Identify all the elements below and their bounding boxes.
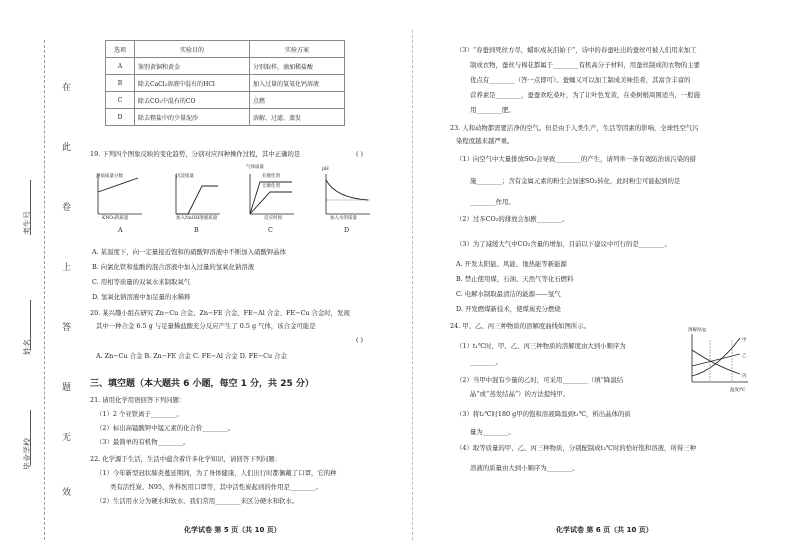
graph-note: 溶质质量分数 <box>96 174 123 179</box>
seal-char: 卷 <box>62 203 72 213</box>
fill-item: （2）当甲中混有少量的乙时，可采用________（填“降温结 <box>456 376 624 384</box>
question-23-line: 23. 人和动物都需要洁净的空气。但是由于人类生产，生活等因素的影响，全球性空气污 <box>450 124 699 132</box>
fill-item: （3）为了减缓大气中CO₂含量的增加，目前以下建议中可行的是________。 <box>456 240 671 248</box>
curve-label: 乙 <box>742 354 747 359</box>
question-21-stem: 21. 请用化学用语回答下列问题： <box>90 396 186 404</box>
section-title: 三、填空题（本大题共 6 小题，每空 1 分，共 25 分） <box>90 379 314 389</box>
option: A. 开发太阳能、风能、地热能等新能源 <box>456 260 567 268</box>
table-cell: A <box>106 58 135 75</box>
fill-item: ________。 <box>470 358 502 366</box>
graph-axis-label: 溶解度/g <box>688 328 706 333</box>
answer-line <box>30 410 31 465</box>
seal-char: 在 <box>62 83 72 93</box>
binding-margin <box>0 0 72 560</box>
page-footer-right: 化学试卷 第 6 页（共 10 页） <box>556 526 653 534</box>
graph-note: pH <box>322 167 329 172</box>
table-cell: 加入过量的氢氧化钙溶液 <box>250 75 345 92</box>
fill-item: （3）将t₂℃时180 g甲的饱和溶液降温到t₁℃，析出晶体的质 <box>456 410 631 418</box>
table-row <box>106 58 345 75</box>
curve-label: 甲 <box>742 338 747 343</box>
option-row: A. Zn−Cu 合金 B. Zn−FE 合金 C. FE−Al 合金 D. FE−Cu 合金 <box>96 352 287 360</box>
graph-label: D <box>344 226 350 234</box>
table-cell: 除去CaCl₂溶液中混有的HCl <box>135 75 250 92</box>
table-cell: 鉴别黄铜和黄金 <box>135 58 250 75</box>
option: B. 向氯化铁和盐酸的混合溶液中加入过量的氢氧化钠溶液 <box>92 263 255 271</box>
table-row <box>106 109 345 126</box>
answer-bracket: ( ) <box>356 150 364 158</box>
option: B. 禁止使用煤、石油、天然气等化石燃料 <box>456 275 574 283</box>
fill-item: （2）过多CO₂的排放会加剧________。 <box>456 215 569 223</box>
graph-note: 有催化剂 <box>262 174 280 179</box>
fill-item: 用________肥。 <box>470 106 515 114</box>
fill-item: 施________；含有金属元素的粉尘会加速SO₂转化，此时粉尘可能起到的是 <box>470 177 681 185</box>
answer-bracket: ( ) <box>356 336 364 344</box>
fill-item: 制成衣物，蚕丝与棉花都属于________有机高分子材料，用蚕丝制成的衣物的主要 <box>470 61 701 69</box>
table-cell: 分别取样，滴加稀盐酸 <box>250 58 345 75</box>
table-cell: D <box>106 109 135 126</box>
graph-label: B <box>194 226 199 234</box>
table-row <box>106 75 345 92</box>
seal-char: 上 <box>62 263 72 273</box>
option: D. 开发燃煤新技术，使煤炭充分燃烧 <box>456 305 561 313</box>
experiment-table <box>105 40 345 126</box>
graph-note: 沉淀质量 <box>176 174 194 179</box>
graph-axis-label: KNO₃的质量 <box>102 216 129 221</box>
table-header-cell: 实验目的 <box>135 41 250 58</box>
fill-item: （1）向空气中大量排放SO₂会导致________的产生，请列举一条有效防治该污染的措 <box>456 155 696 163</box>
fill-item: （2）标出高锰酸钾中锰元素的化合价________。 <box>96 424 235 432</box>
question-19-stem <box>90 150 300 159</box>
option: D. 氢氧化钠溶液中加足量的水稀释 <box>92 293 191 301</box>
fill-item: 营养素是________，蚕蚕欢吃桑叶，为了让叶色发黄，在桑树根周围适当，一般施 <box>470 91 701 99</box>
page-divider <box>412 30 413 540</box>
table-cell: C <box>106 92 135 109</box>
fill-item: （3）最简单的有机物________。 <box>96 438 190 446</box>
graph-note: 气体质量 <box>246 165 264 170</box>
fill-item: （2）生活用水分为硬水和软水，我们常用________来区分硬水和软水。 <box>96 497 299 505</box>
page-footer-left: 化学试卷 第 5 页（共 10 页） <box>184 526 281 534</box>
label-name: 姓名 <box>23 339 32 355</box>
seal-char: 题 <box>62 383 72 393</box>
fill-item: 晶”或“蒸发结晶”）的方法提纯甲。 <box>470 390 570 398</box>
table-header-row <box>106 41 345 58</box>
question-20-line: 其中一种合金 6.5 g 与足量稀盐酸充分反应产生了 0.5 g 气体，该合金可能是 <box>96 322 316 330</box>
table-row <box>106 92 345 109</box>
question-23-line: 染程度越来越严重。 <box>456 137 514 145</box>
fill-item: 优点有________（答一点即可）。蚕蛹又可以加工制成美味佳肴，其富含丰富的 <box>470 76 691 84</box>
answer-line <box>30 300 31 350</box>
option: A. 某温度下，向一定量接近饱和的硝酸钾溶液中不断加入硝酸钾晶体 <box>92 248 287 256</box>
fill-item: （1）2 个亚铁离子________。 <box>96 410 183 418</box>
question-22-stem: 22. 化学源于生活，生活中蕴含着许多化学知识，请回答下列问题： <box>90 455 282 463</box>
table-cell: B <box>106 75 135 92</box>
table-cell: 除去粗盐中的少量泥沙 <box>135 109 250 126</box>
seal-char: 此 <box>62 143 72 153</box>
graph-axis-label: 反应时间 <box>264 216 282 221</box>
table-header-cell: 选项 <box>106 41 135 58</box>
question-text: 19. 下列四个图象反映的变化趋势，分别对应四种操作过程，其中正确的是 <box>90 150 301 158</box>
curve-label: 丙 <box>742 374 747 379</box>
graph-label: C <box>268 226 273 234</box>
binding-dashed-line <box>44 40 45 540</box>
solubility-curve-graph <box>686 330 750 390</box>
answer-line <box>30 180 31 235</box>
seal-char: 无 <box>62 433 72 443</box>
option: C. 电解水制取最清洁的能源——氢气 <box>456 290 561 298</box>
label-student-id: 考生号 <box>23 211 32 235</box>
option: C. 用相等质量的双氧水来制取氧气 <box>92 278 191 286</box>
graph-axis-label: 加入水的质量 <box>330 216 357 221</box>
fill-item: ________作用。 <box>470 198 515 206</box>
graph-label: A <box>118 226 123 234</box>
graph-axis-label: 温度/℃ <box>730 388 746 393</box>
fill-item: 量为________。 <box>470 428 515 436</box>
question-20-line: 20. 某兴趣小组在研究 Zn−Cu 合金、Zn−FE 合金、FE−Al 合金、FE−Cu 合金时，发现 <box>90 309 350 317</box>
fill-item: 溶液的质量由大到小顺序为________。 <box>470 464 579 472</box>
label-school: 毕业学校 <box>23 438 32 470</box>
fill-item: （1）今年新型冠状肺炎蔓延期间，为了身体健康，人们出行时都佩戴了口罩，它的种 <box>96 469 337 477</box>
fill-item: （4）取等质量的甲、乙、丙三种物质，分别配制成t₂℃时的恰好饱和溶液，所得三种 <box>456 444 697 452</box>
seal-char: 效 <box>62 488 72 498</box>
fill-item: （3）“春蚕到死丝方尽，蜡炬成灰泪始干”，诗中的春蚕吐出的蚕丝可被人们用来加工 <box>456 46 697 54</box>
fill-item: （1）t₁℃时，甲、乙、丙三种物质的溶解度由大到小顺序为 <box>456 342 626 350</box>
graph-axis-label: 加入NaOH溶液质量 <box>176 216 218 221</box>
table-cell: 点燃 <box>250 92 345 109</box>
fill-item: 类有活性炭、N95、外科医用口罩等，其中活性炭起到的作用是________。 <box>110 483 322 491</box>
table-cell: 除去CO₂中混有的CO <box>135 92 250 109</box>
table-header-cell: 实验方案 <box>250 41 345 58</box>
table-cell: 溶解、过滤、蒸发 <box>250 109 345 126</box>
question-24-stem: 24. 甲、乙、丙三种物质的溶解度曲线如图所示。 <box>450 322 591 330</box>
seal-char: 答 <box>62 323 72 333</box>
graph-note: 无催化剂 <box>262 184 280 189</box>
